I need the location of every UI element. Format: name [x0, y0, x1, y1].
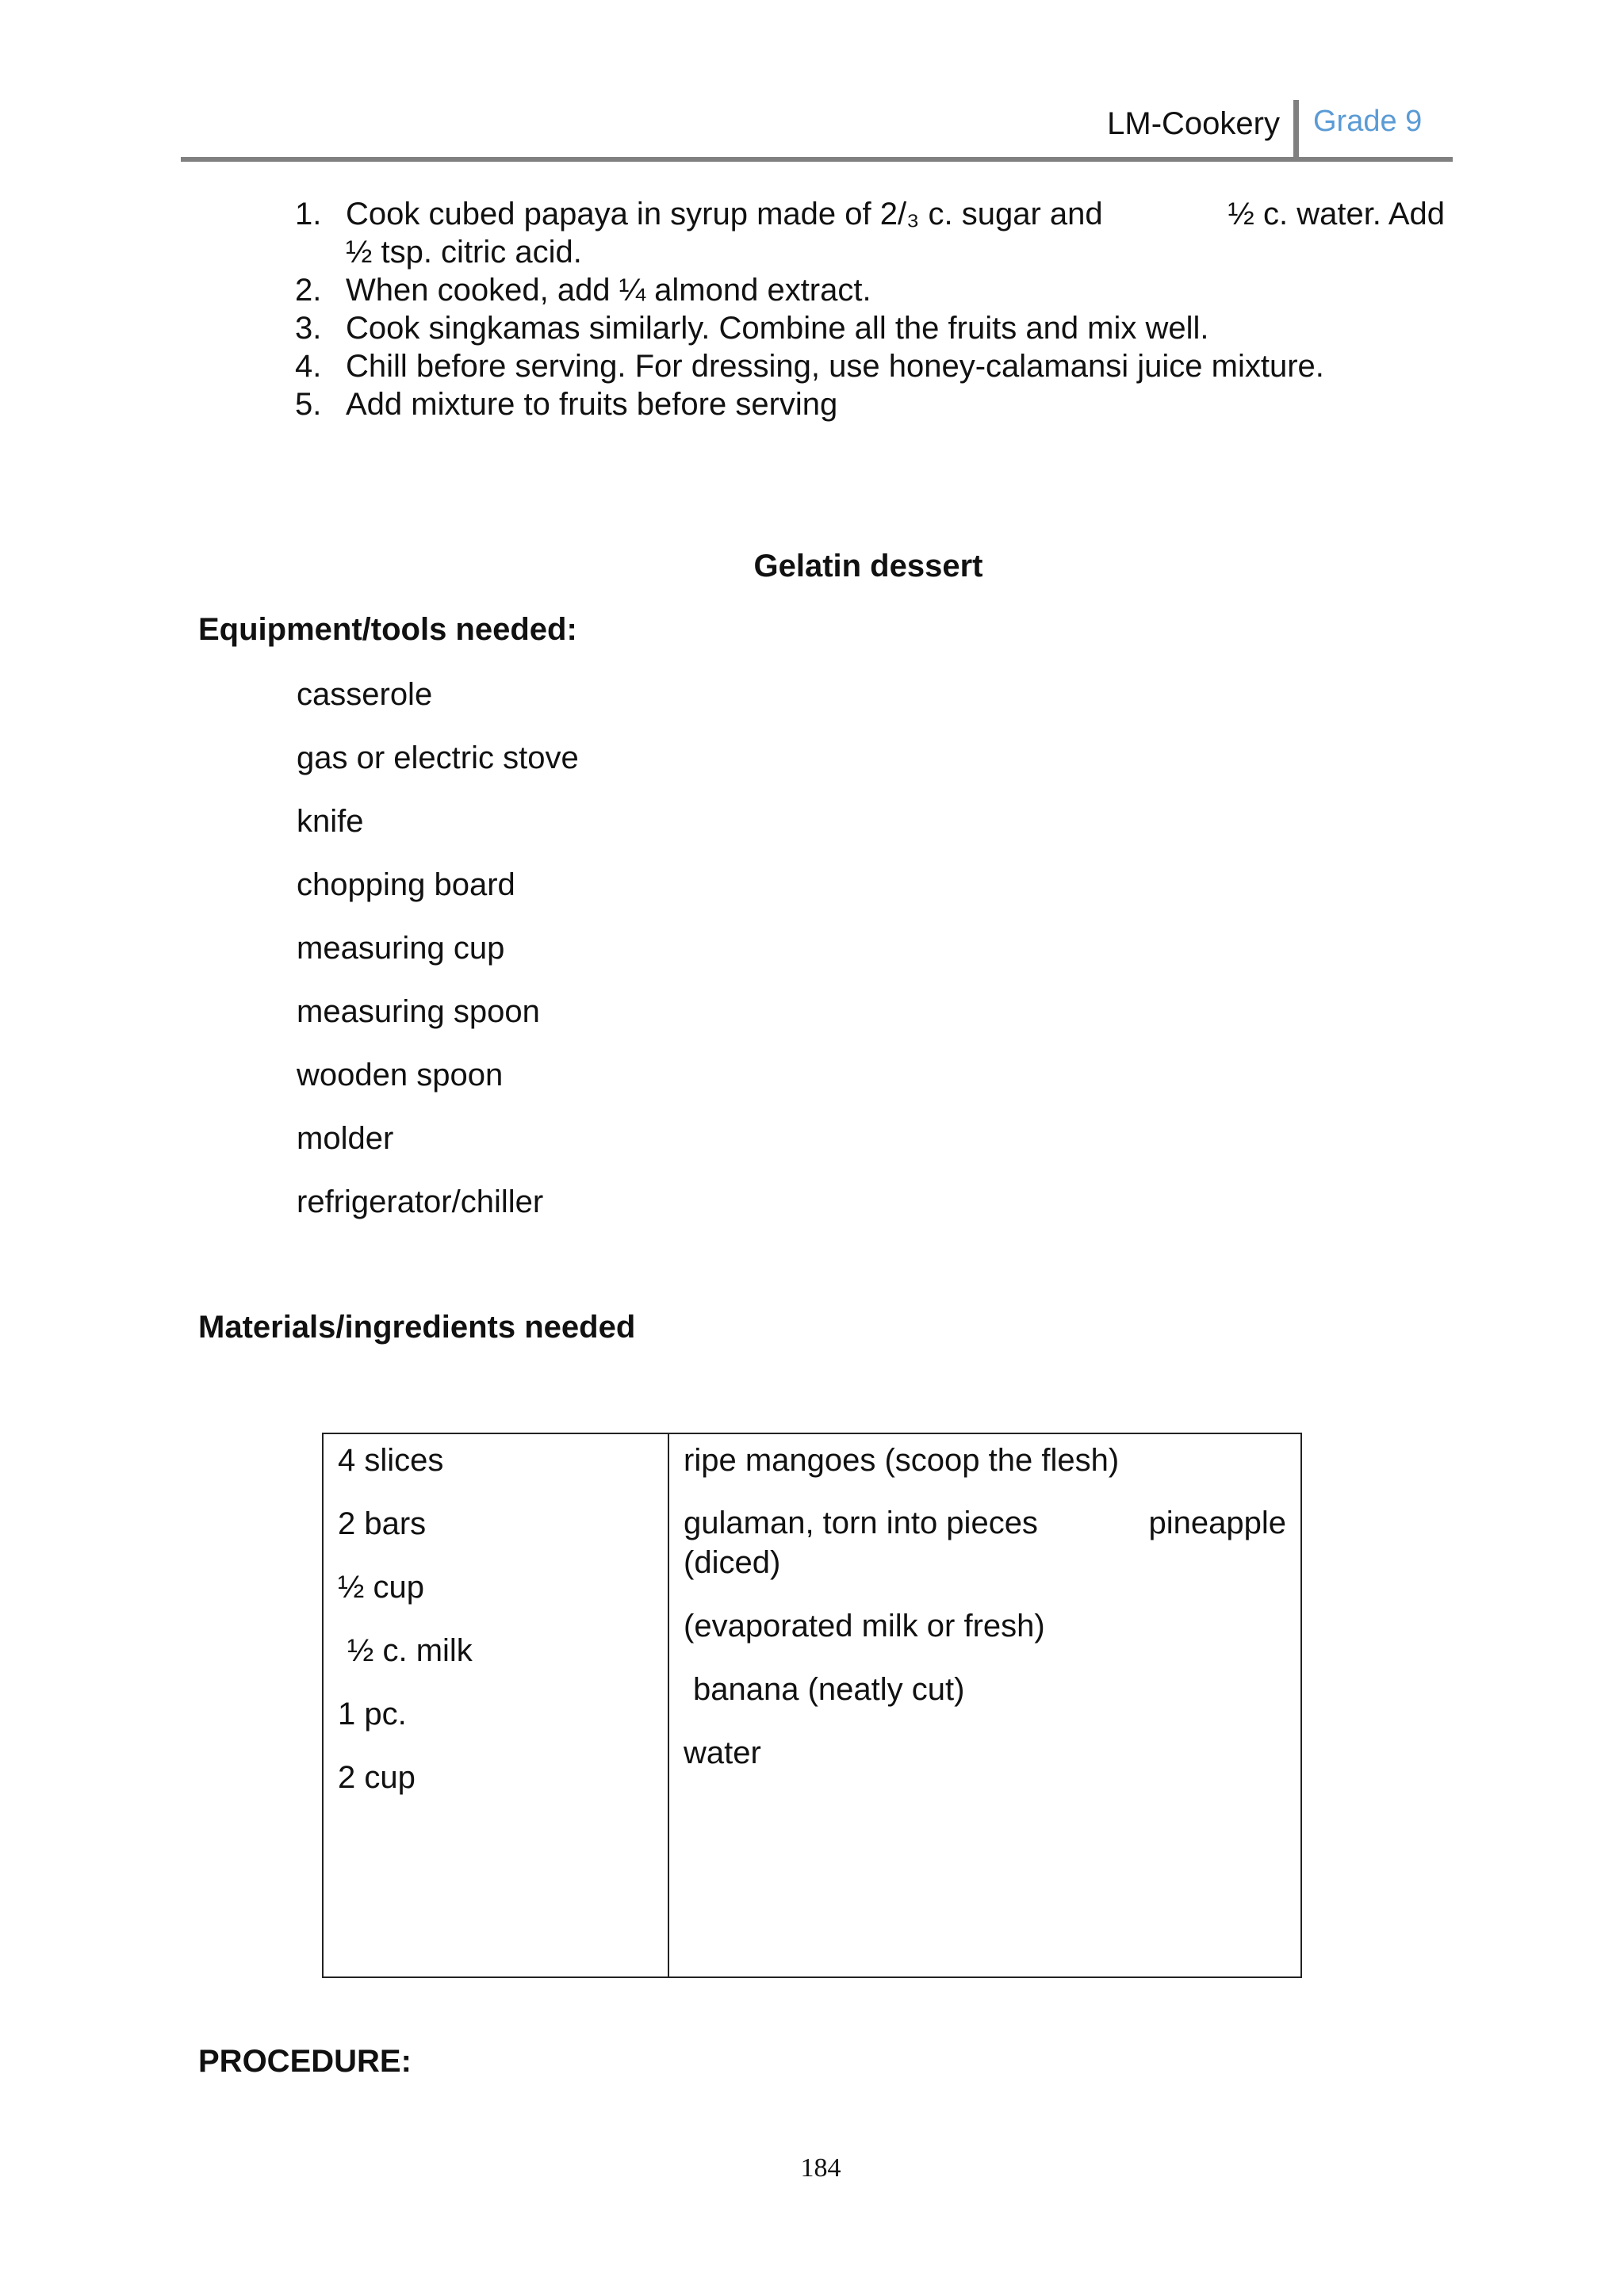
quantity-column [324, 1434, 669, 1976]
step-1-line-2: ½ tsp. citric acid. [346, 235, 582, 270]
step-number: 2. [295, 273, 322, 308]
step-text: Add mixture to fruits before serving [346, 387, 838, 422]
list-item [295, 309, 1445, 347]
list-item [295, 385, 1445, 423]
quantity-cell: 4 slices [338, 1443, 444, 1478]
list-item: measuring spoon [297, 994, 540, 1029]
list-item [295, 271, 1445, 309]
step-number: 1. [295, 197, 322, 232]
ingredient-text: pineapple [1148, 1506, 1286, 1540]
procedure-steps-list [295, 195, 1445, 423]
list-item: measuring cup [297, 931, 505, 966]
ingredient-cell-gulaman [684, 1503, 1286, 1543]
step-number: 5. [295, 387, 322, 422]
dish-title: Gelatin dessert [753, 549, 983, 584]
step-1-text-right: ½ c. water. Add [1228, 197, 1445, 232]
list-item: wooden spoon [297, 1058, 504, 1093]
list-item: gas or electric stove [297, 740, 579, 775]
header-rule [181, 157, 1453, 162]
step-number: 3. [295, 311, 322, 346]
step-number: 4. [295, 349, 322, 384]
ingredient-cell: water [684, 1735, 761, 1770]
header-separator [1293, 100, 1299, 160]
list-item [295, 195, 1445, 271]
step-text: When cooked, add ¼ almond extract. [346, 273, 871, 308]
quantity-cell: ½ c. milk [347, 1633, 473, 1668]
equipment-heading: Equipment/tools needed: [198, 612, 577, 647]
list-item: chopping board [297, 867, 515, 902]
list-item: knife [297, 804, 364, 839]
quantity-cell: ½ cup [338, 1570, 424, 1605]
step-text: Cook singkamas similarly. Combine all the fruits and mix well. [346, 311, 1209, 346]
ingredient-column [669, 1434, 1300, 1976]
list-item [295, 347, 1445, 385]
header-title: LM-Cookery [1107, 106, 1280, 141]
ingredient-cell: (diced) [684, 1545, 781, 1580]
page-number: 184 [800, 2153, 841, 2183]
ingredient-cell: banana (neatly cut) [693, 1672, 965, 1707]
equipment-list [297, 663, 579, 1234]
list-item: molder [297, 1121, 394, 1156]
ingredient-cell: (evaporated milk or fresh) [684, 1609, 1045, 1644]
list-item: casserole [297, 677, 433, 712]
step-1-line-1 [346, 195, 1445, 233]
page-header [181, 100, 1453, 160]
procedure-heading: PROCEDURE: [198, 2044, 412, 2079]
quantity-cell: 1 pc. [338, 1697, 407, 1732]
materials-heading: Materials/ingredients needed [198, 1310, 636, 1345]
ingredient-text: gulaman, torn into pieces [684, 1506, 1038, 1540]
ingredients-table [322, 1433, 1302, 1978]
step-1-text-left: Cook cubed papaya in syrup made of 2/₃ c. sugar and [346, 197, 1103, 232]
list-item: refrigerator/chiller [297, 1184, 544, 1219]
header-grade: Grade 9 [1313, 105, 1423, 138]
quantity-cell: 2 bars [338, 1506, 427, 1541]
step-text: Chill before serving. For dressing, use honey-calamansi juice mixture. [346, 349, 1324, 384]
ingredient-cell: ripe mangoes (scoop the flesh) [684, 1443, 1120, 1478]
quantity-cell: 2 cup [338, 1760, 416, 1795]
